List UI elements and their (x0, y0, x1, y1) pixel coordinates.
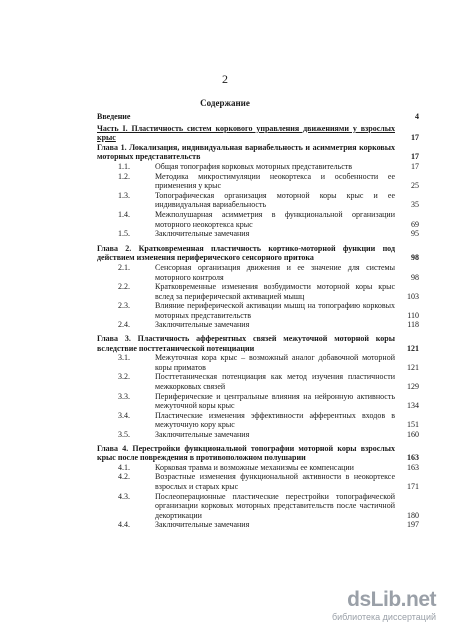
dslib-logo (286, 588, 436, 624)
toc-entry-title: Корковая травма и возможные механизмы ее компенсации (155, 462, 354, 472)
toc-page-number: 118 (407, 320, 419, 330)
toc-section-entry (97, 320, 419, 330)
toc-entry-title: Влияние периферической активации мышц на топографию корковых моторных представительств (155, 301, 395, 320)
toc-title: Содержание (200, 98, 250, 108)
toc-section-number: 2.4. (118, 320, 130, 330)
toc-page-number: 25 (411, 181, 419, 191)
toc-entry-title: Глава 2. Кратковременная пластичность кортико-моторной функции под действием изменения периферического сенсорного притока (97, 243, 395, 263)
toc-section-number: 3.3. (118, 391, 130, 401)
toc-section-number: 4.3. (118, 491, 130, 501)
toc-page-number: 151 (407, 420, 419, 430)
toc-entry-title: Пластические изменения эффективности афферентных входов в межуточную кору крыс (155, 410, 395, 430)
logo-tagline: библиотека диссертаций (331, 612, 436, 622)
toc-section-entry (97, 430, 419, 440)
toc-page-number: 69 (411, 219, 419, 229)
toc-entry-title: Глава 1. Локализация, индивидуальная вариабельность и асимметрия корковых моторных представительств (97, 142, 395, 162)
toc-page-number: 4 (415, 112, 419, 121)
toc-entry-title: Послеоперационные пластические перестройки топографической организации корковых моторных представительств после частичной декортикации (155, 491, 395, 520)
toc-section-number: 1.2. (118, 171, 130, 181)
toc-section-entry (97, 229, 419, 239)
toc-entry-title: Общая топография корковых моторных представительств (155, 161, 353, 171)
toc-page-number: 98 (411, 253, 419, 263)
toc-section-number: 4.4. (118, 520, 130, 530)
toc-section-entry (97, 172, 419, 191)
toc-section-entry (97, 520, 419, 530)
toc-section-entry (97, 392, 419, 411)
toc-section-entry (97, 411, 419, 430)
toc-entry-title: Топографическая организация моторной коры крыс и ее индивидуальная вариабельность (155, 190, 395, 210)
toc-section-entry (97, 372, 419, 391)
toc-entry-title: Межуточная кора крыс – возможный аналог добавочной моторной коры приматов (155, 353, 395, 372)
toc-section-number: 1.1. (118, 161, 130, 171)
toc-entry-title: Возрастные изменения функциональной активности в неокортексе взрослых и старых крыс (155, 472, 395, 491)
toc-page-number: 17 (411, 161, 419, 171)
toc-page-number: 35 (411, 200, 419, 210)
toc-section-number: 3.5. (118, 430, 130, 439)
toc-section-number: 3.4. (118, 410, 130, 420)
toc-chapter-entry (97, 244, 419, 263)
toc-entry-title: Заключительные замечания (155, 520, 250, 530)
toc-page-number: 121 (407, 362, 419, 372)
toc-entry-title: Методика микростимуляции неокортекса и особенности ее применения у крыс (155, 171, 395, 191)
toc-page-number: 17 (411, 152, 419, 162)
toc-section-number: 4.1. (118, 462, 130, 472)
toc-entry-title: Периферические и центральные влияния на нейронную активность межуточной коры крыс (155, 391, 395, 411)
toc-intro-entry (97, 112, 419, 122)
toc-entry-title: Заключительные замечания (155, 229, 250, 239)
toc-section-number: 2.1. (118, 262, 130, 272)
toc-section-entry (97, 463, 419, 473)
table-of-contents (97, 112, 419, 530)
toc-page-number: 180 (407, 510, 419, 520)
toc-section-entry (97, 210, 419, 229)
toc-entry-title: Посттетаническая потенциация как метод изучения пластичности межкорковых связей (155, 372, 395, 392)
toc-page-number: 160 (407, 430, 419, 439)
toc-section-entry (97, 353, 419, 372)
toc-section-number: 2.2. (118, 282, 130, 292)
toc-entry-title: Межполушарная асимметрия в функциональной организации моторного неокортекса крыс (155, 209, 395, 229)
toc-page-number: 95 (411, 229, 419, 239)
toc-section-number: 3.2. (118, 372, 130, 382)
toc-section-entry (97, 263, 419, 282)
toc-chapter-entry (97, 143, 419, 162)
toc-page-number: 103 (407, 291, 419, 301)
toc-page-number: 171 (407, 481, 419, 491)
toc-entry-title: Введение (97, 112, 131, 121)
toc-section-number: 1.4. (118, 209, 130, 219)
toc-section-entry (97, 191, 419, 210)
toc-page-number: 17 (411, 133, 419, 143)
toc-section-number: 3.1. (118, 353, 130, 363)
toc-page-number: 98 (411, 272, 419, 282)
toc-entry-title: Глава 4. Перестройки функциональной топографии моторной коры взрослых крыс после повреждения в противоположном полушарии (97, 443, 395, 463)
toc-page-number: 134 (407, 401, 419, 411)
toc-page-number: 163 (407, 462, 419, 472)
page-number: 2 (222, 72, 228, 86)
toc-section-entry (97, 282, 419, 301)
toc-entry-title: Глава 3. Пластичность афферентных связей межуточной моторной коры вследствие посттетанической потенциации (97, 334, 395, 353)
toc-entry-title: Заключительные замечания (155, 430, 250, 439)
toc-chapter-entry (97, 334, 419, 353)
toc-section-entry (97, 492, 419, 521)
toc-page-number: 121 (407, 343, 419, 353)
toc-page-number: 163 (407, 453, 419, 463)
toc-entry-title: Кратковременные изменения возбудимости моторной коры крыс вслед за периферической активацией мышц (155, 282, 395, 301)
toc-entry-title: Часть I. Пластичность систем коркового управления движениями у взрослых крыс (97, 123, 395, 143)
toc-section-number: 4.2. (118, 472, 130, 482)
toc-page-number: 197 (407, 520, 419, 530)
toc-section-entry (97, 301, 419, 320)
toc-section-number: 1.3. (118, 190, 130, 200)
toc-page-number: 129 (407, 382, 419, 392)
toc-chapter-entry (97, 444, 419, 463)
toc-section-entry (97, 472, 419, 491)
toc-page-number: 110 (407, 310, 419, 320)
toc-part-entry (97, 124, 419, 143)
logo-brand: dsLib.net (347, 588, 436, 611)
toc-section-number: 2.3. (118, 301, 130, 311)
toc-section-number: 1.5. (118, 229, 130, 239)
toc-entry-title: Заключительные замечания (155, 320, 250, 330)
toc-section-entry (97, 162, 419, 172)
toc-entry-title: Сенсорная организация движения и ее значение для системы моторного контроля (155, 262, 395, 282)
